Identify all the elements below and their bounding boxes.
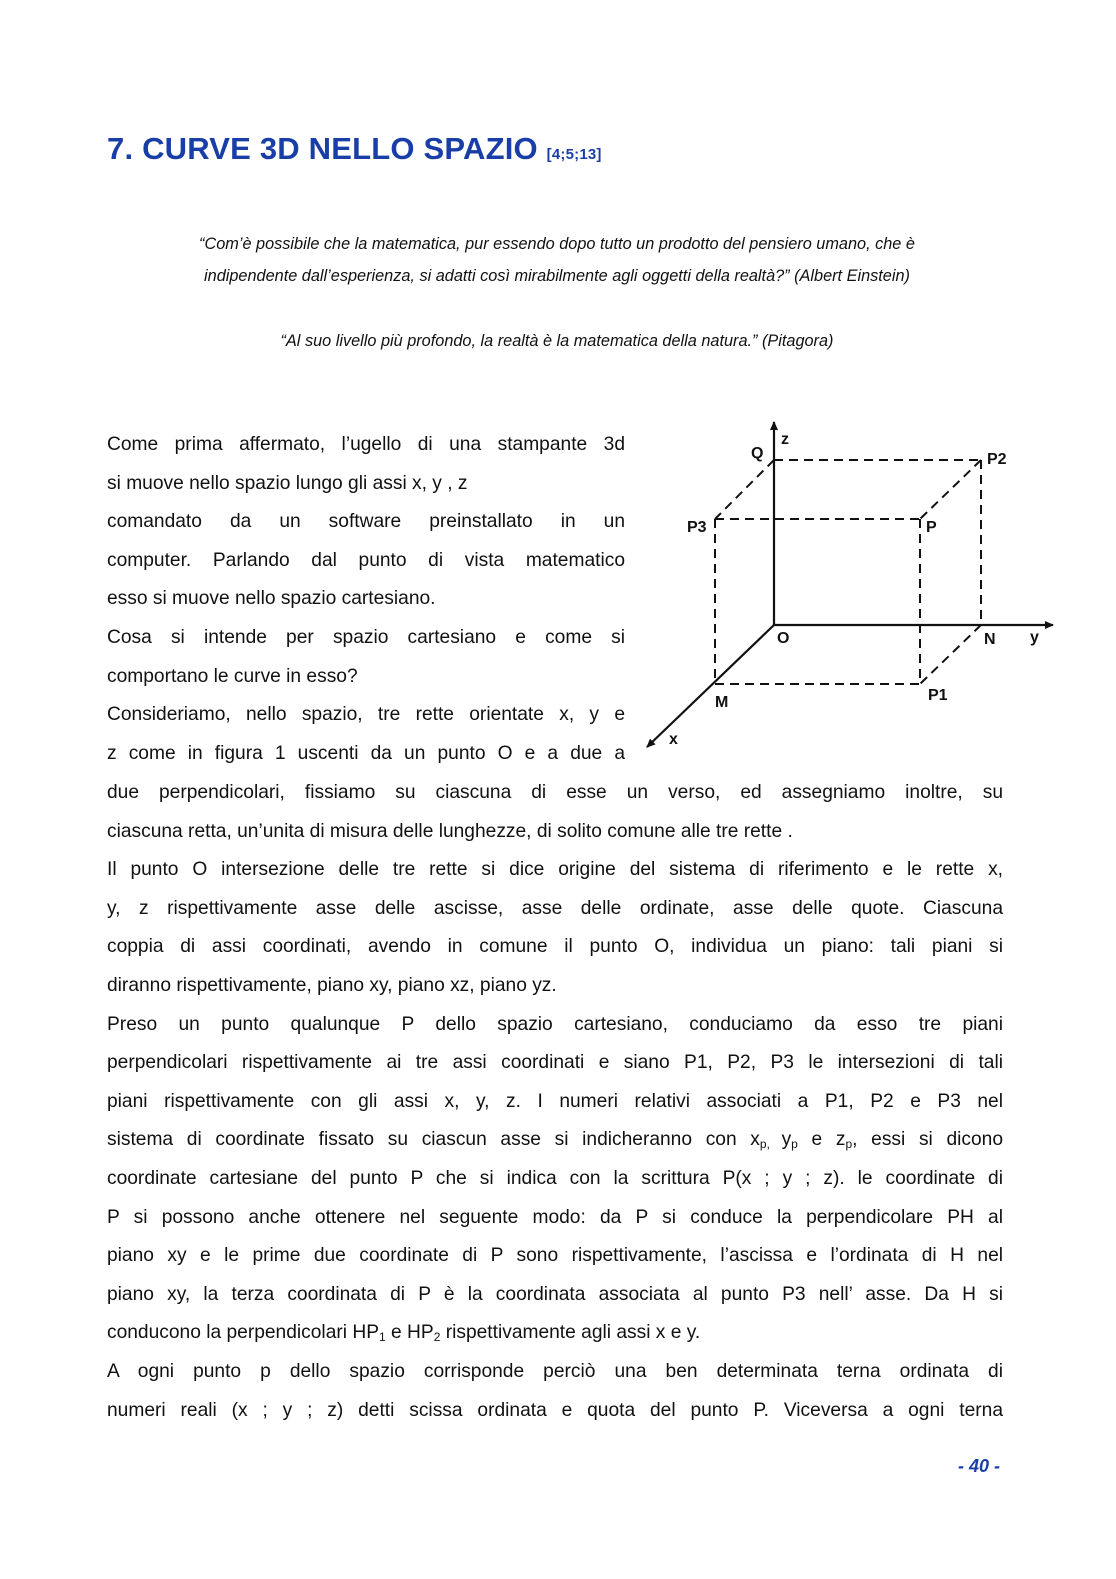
text-line: z come in figura 1 uscenti da un punto O e a due a xyxy=(107,742,625,764)
text-line: perpendicolari rispettivamente ai tre assi coordinati e siano P1, P2, P3 le intersezioni di tali xyxy=(107,1052,1003,1074)
edge-n-p1 xyxy=(920,625,981,684)
subscript: p, xyxy=(759,1137,782,1152)
label-m: M xyxy=(715,694,729,711)
text-line: y, z rispettivamente asse delle ascisse, asse delle ordinate, asse delle quote. Ciascuna xyxy=(107,897,1003,919)
coordinates-line-z: e z xyxy=(797,1129,846,1151)
text-line: piano xy, la terza coordinata di P è la coordinata associata al punto P3 nell’ asse. Da H si xyxy=(107,1283,1003,1305)
text-line: Come prima affermato, l’ugello di una stampante 3d xyxy=(107,434,625,455)
cartesian-space-figure xyxy=(635,412,1065,757)
edge-q-p3 xyxy=(715,460,774,519)
text-line: A ogni punto p dello spazio corrisponde perciò una ben determinata terna ordinata di xyxy=(107,1360,1003,1382)
text-line: P si possono anche ottenere nel seguente modo: da P si conduce la perpendicolare PH al xyxy=(107,1206,1003,1228)
label-z: z xyxy=(781,431,789,448)
coordinates-line-y: y xyxy=(781,1129,792,1151)
text-line: Consideriamo, nello spazio, tre rette orientate x, y e xyxy=(107,704,625,726)
subscript: p xyxy=(845,1137,853,1152)
label-q: Q xyxy=(751,445,764,462)
perpendiculars-line-start: conducono la perpendicolari HP xyxy=(107,1322,379,1344)
x-axis xyxy=(647,625,774,747)
intro-paragraph xyxy=(107,426,625,773)
body-paragraph xyxy=(107,774,1003,1430)
text-line: Cosa si intende per spazio cartesiano e come si xyxy=(107,626,625,648)
edge-p2-p xyxy=(920,460,981,519)
chapter-title-text: 7. CURVE 3D NELLO SPAZIO xyxy=(107,131,538,166)
coordinates-line xyxy=(107,1121,1003,1160)
text-line: piano xy e le prime due coordinate di P sono rispettivamente, l’ascissa e l’ordinata di H nel xyxy=(107,1245,1003,1267)
subscript: 1 xyxy=(379,1330,386,1345)
quote-pitagora: “Al suo livello più profondo, la realtà è la matematica della natura.” (Pitagora) xyxy=(280,332,834,350)
text-line: diranno rispettivamente, piano xy, piano xz, piano yz. xyxy=(107,974,557,996)
quote-einstein-line-1: “Com’è possibile che la matematica, pur essendo dopo tutto un prodotto del pensiero umano, che è xyxy=(199,235,915,253)
label-p: P xyxy=(926,519,937,536)
coordinates-line-start: sistema di coordinate fissato su ciascun asse si indicheranno con x xyxy=(107,1129,760,1151)
text-line: si muove nello spazio lungo gli assi x, y , z xyxy=(107,472,468,494)
text-line: comportano le curve in esso? xyxy=(107,665,358,687)
label-p1: P1 xyxy=(928,687,948,704)
perpendiculars-line xyxy=(107,1314,1003,1353)
text-line: numeri reali (x ; y ; z) detti scissa ordinata e quota del punto P. Viceversa a ogni terna xyxy=(107,1399,1003,1421)
label-o: O xyxy=(777,630,790,647)
text-line: coppia di assi coordinati, avendo in comune il punto O, individua un piano: tali piani si xyxy=(107,936,1003,958)
perpendiculars-line-end: rispettivamente agli assi x e y. xyxy=(440,1322,701,1344)
quote-einstein-line-2: indipendente dall’esperienza, si adatti così mirabilmente agli oggetti della realtà?” (Albert Einstein) xyxy=(204,267,910,285)
text-line: piani rispettivamente con gli assi x, y, z. I numeri relativi associati a P1, P2 e P3 nel xyxy=(107,1090,1003,1112)
page-number: - 40 - xyxy=(958,1456,1001,1476)
label-p2: P2 xyxy=(987,451,1007,468)
chapter-reference: [4;5;13] xyxy=(546,146,602,163)
subscript: p xyxy=(791,1137,798,1152)
text-line: comandato da un software preinstallato in un xyxy=(107,511,625,533)
text-line: Il punto O intersezione delle tre rette si dice origine del sistema di riferimento e le rette x, xyxy=(107,859,1003,881)
text-line: due perpendicolari, fissiamo su ciascuna di esse un verso, ed assegniamo inoltre, su xyxy=(107,782,1003,803)
text-line: computer. Parlando dal punto di vista matematico xyxy=(107,549,625,571)
text-line: ciascuna retta, un’unita di misura delle lunghezze, di solito comune alle tre rette . xyxy=(107,820,793,842)
label-p3: P3 xyxy=(687,519,707,536)
perpendiculars-line-mid: e HP xyxy=(385,1322,434,1344)
text-line: esso si muove nello spazio cartesiano. xyxy=(107,588,436,610)
text-line: coordinate cartesiane del punto P che si indica con la scrittura P(x ; y ; z). le coordinate di xyxy=(107,1167,1003,1189)
text-line: Preso un punto qualunque P dello spazio cartesiano, conduciamo da esso tre piani xyxy=(107,1013,1003,1035)
chapter-title xyxy=(107,131,602,167)
label-y: y xyxy=(1030,629,1039,646)
label-x: x xyxy=(669,731,678,748)
coordinates-line-end: , essi si dicono xyxy=(852,1129,1004,1151)
label-n: N xyxy=(984,631,996,648)
subscript: 2 xyxy=(433,1330,441,1345)
